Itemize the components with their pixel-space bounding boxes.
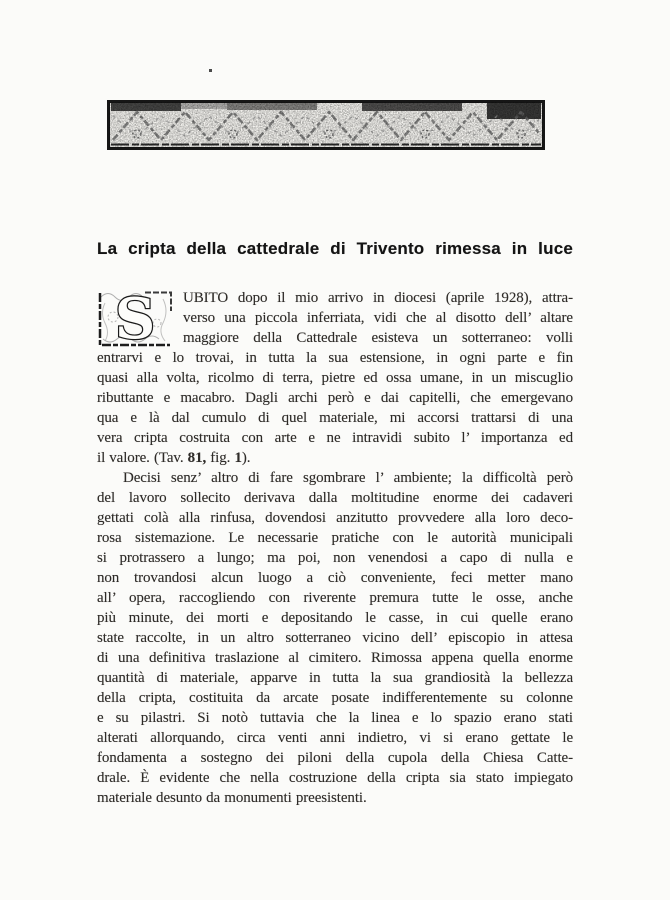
text-line: qua e là dal cumulo di quel materiale, mi accorsi trattarsi di una [97, 410, 573, 426]
text-line: state raccolte, in un altro sotterraneo vicino dell’ episcopio in attesa [97, 630, 573, 646]
text-line: ributtante e macabro. Dagli archi però e dai capitelli, che emergevano [97, 390, 573, 406]
text-line: quantità di materiale, apparve in tutta la sua grandiosità la bellezza [97, 670, 573, 686]
text-line: della cripta, costituita da arcate posate indifferentemente su colonne [97, 690, 573, 706]
text-line: il valore. (Tav. 81, fig. 1). [97, 450, 251, 466]
ornamental-header-band [107, 100, 545, 150]
text-line: UBITO dopo il mio arrivo in diocesi (aprile 1928), attra- [183, 290, 573, 306]
text-line: materiale desunto da monumenti preesistenti. [97, 790, 367, 806]
text-line: drale. È evidente che nella costruzione della cripta sia stato impiegato [97, 770, 573, 786]
text-line: Decisi senz’ altro di fare sgombrare l’ ambiente; la difficoltà però [123, 470, 573, 486]
article-body [97, 288, 573, 808]
paragraph [97, 468, 573, 808]
text-line: gettati colà alla rinfusa, dovendosi anzitutto provvedere alla loro deco- [97, 510, 573, 526]
text-line: si protrassero a lungo; ma poi, non venendosi a capo di nulla e [97, 550, 573, 566]
text-line: di una definitiva traslazione al cimitero. Rimossa appena quella enorme [97, 650, 573, 666]
text-line: del lavoro sollecito derivava dalla moltitudine enorme dei cadaveri [97, 490, 573, 506]
text-line: fondamenta a sostegno dei piloni della cupola della Chiesa Catte- [97, 750, 573, 766]
text-line: vera cripta costruita con arte e ne intravidi subito l’ importanza ed [97, 430, 573, 446]
text-line: non trovandosi alcun luogo a ciò conveniente, feci metter mano [97, 570, 573, 586]
article-title: La cripta della cattedrale di Trivento rimessa in luce [97, 239, 573, 258]
text-line: maggiore della Cattedrale esisteva un sotterraneo: volli [183, 330, 573, 346]
text-line: verso una piccola inferriata, vidi che al disotto dell’ altare [183, 310, 573, 326]
text-line: rosa sistemazione. Le necessarie pratiche con le autorità municipali [97, 530, 573, 546]
text-line: entrarvi e lo trovai, in tutta la sua estensione, in ogni parte e fin [97, 350, 573, 366]
ornament-band-graphic [107, 100, 545, 150]
drop-cap-graphic [97, 289, 174, 348]
drop-cap-letter: S [114, 289, 156, 348]
paragraphs-container [97, 288, 573, 808]
text-line: quasi alla volta, ricolmo di terra, pietre ed ossa umane, in un miscuglio [97, 370, 573, 386]
text-line: più minute, dei morti e depositando le casse, in cui quelle erano [97, 610, 573, 626]
text-line: all’ opera, raccogliendo con riverente premura tutte le osse, anche [97, 590, 573, 606]
drop-cap-initial [97, 289, 174, 348]
text-line: e su pilastri. Si notò tuttavia che la linea e lo spazio erano stati [97, 710, 573, 726]
text-line: alterati allorquando, circa venti anni indietro, vi si erano gettate le [97, 730, 573, 746]
scan-speck [209, 69, 212, 72]
